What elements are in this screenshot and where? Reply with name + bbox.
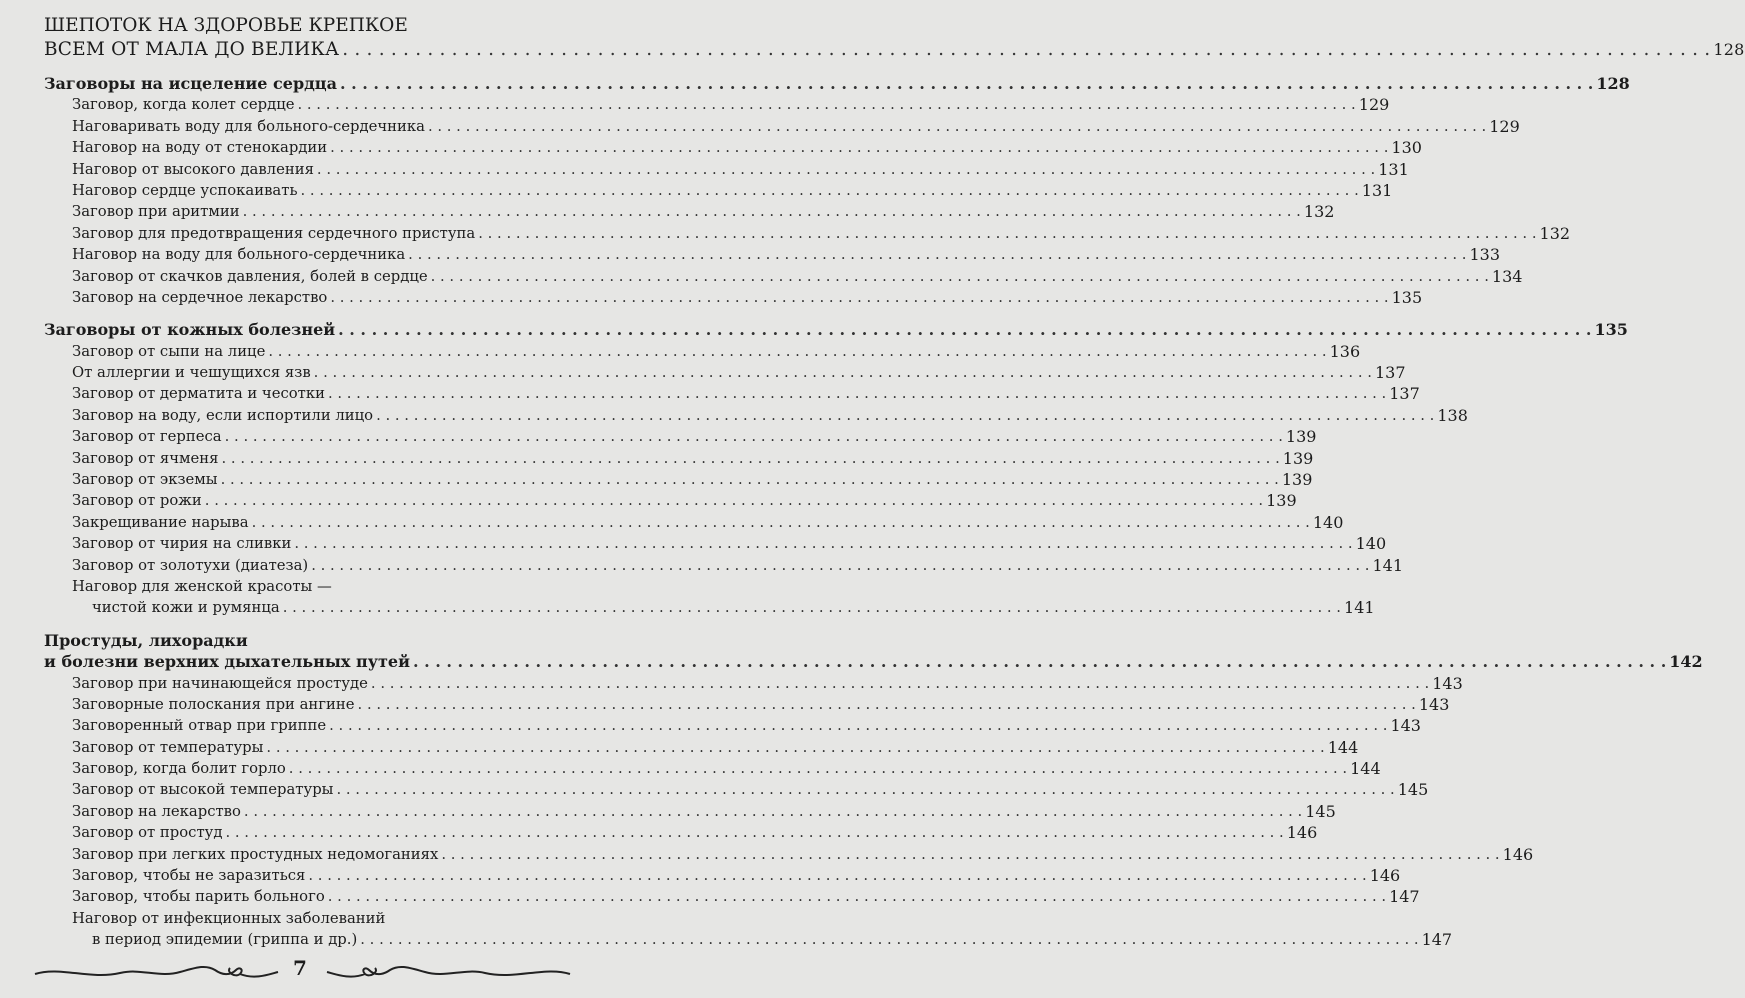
toc-entry-title: Заговоренный отвар при гриппе [72,717,327,735]
toc-entry-title: Заговор от скачков давления, болей в сердце [72,267,428,285]
toc-entry-title: Заговор от высокой температуры [72,781,334,799]
page-number: 144 [1350,759,1381,779]
toc-entry [44,673,1463,694]
part-title-entry [44,38,1745,62]
page-number: 131 [1361,180,1393,200]
toc-entry [44,287,1423,308]
toc-entry-title: Заговор на воду, если испортили лицо [72,406,374,424]
page-number: 129 [1358,95,1390,115]
section-title: Заговоры от кожных болезней [44,320,336,340]
leader-dots [336,779,1394,800]
leader-dots [328,886,1386,907]
toc-entry [44,780,1429,801]
toc-entry [44,137,1422,158]
leader-dots [340,73,1593,94]
toc-entry-title: Заговор, чтобы парить больного [72,888,325,906]
section-heading [44,651,1703,672]
toc-entry-title: Заговор, когда болит горло [72,760,286,778]
leader-dots [301,180,1359,201]
toc-entry [44,469,1313,490]
page-number-footer: 7 [293,956,307,980]
leader-dots [431,266,1489,287]
page-number: 135 [1391,287,1423,307]
page-number: 131 [1378,159,1409,179]
toc-entry [44,116,1520,137]
toc-entry [44,715,1421,736]
leader-dots [205,490,1263,511]
leader-dots [342,38,1710,62]
leader-dots [376,405,1434,426]
toc-entry-title: Заговор от ячменя [72,449,219,467]
leader-dots [408,244,1466,265]
toc-entry [44,929,1453,950]
toc-entry [44,201,1335,222]
leader-dots [317,159,1375,180]
toc-entry [44,341,1361,362]
toc-entry [44,886,1420,907]
leader-dots [283,597,1341,618]
toc-entry [44,844,1534,865]
page-number: 143 [1390,716,1421,736]
leader-dots [413,651,1666,672]
leader-dots [314,362,1372,383]
toc-entry-title: Заговор от чирия на сливки [72,535,292,553]
toc-entry-title: От аллергии и чешущихся язв [72,364,311,382]
leader-dots [328,383,1386,404]
toc-entry [44,180,1393,201]
page-number: 140 [1355,534,1387,554]
leader-dots [428,116,1486,137]
toc-entry-title: Заговор от герпеса [72,428,222,446]
page-number: 147 [1389,887,1420,907]
page-number: 142 [1669,652,1703,672]
leader-dots [225,822,1283,843]
toc-entry [44,405,1468,426]
toc-entry-title: Заговор при легких простудных недомоганиях [72,845,439,863]
leader-dots [441,844,1499,865]
leader-dots [252,512,1310,533]
toc-entry [44,426,1317,447]
leader-dots [330,137,1388,158]
toc-entry-title: Наговор на воду от стенокардии [72,139,328,157]
toc-entry-title: Закрещивание нарыва [72,513,249,531]
toc-entry-line2: в период эпидемии (гриппа и др.) [92,931,358,949]
toc-entry-title: Заговор от простуд [72,824,223,842]
section-title: Заговоры на исцеление сердца [44,73,337,93]
part-title-line1: ШЕПОТОК НА ЗДОРОВЬЕ КРЕПКОЕ [44,15,408,36]
page-number: 139 [1282,448,1314,468]
toc-entry-title: Заговор на сердечное лекарство [72,288,328,306]
toc-entry-title: Заговор от золотухи (диатеза) [72,556,309,574]
right-flourish-ornament [325,960,575,984]
leader-dots [360,929,1418,950]
toc-entry-title: Заговор, когда колет сердце [72,96,295,114]
leader-dots [244,801,1302,822]
toc-entry-title: Заговор от сыпи на лице [72,342,266,360]
page-number: 141 [1372,555,1404,575]
leader-dots [329,715,1387,736]
page-number: 144 [1327,737,1359,757]
leader-dots [338,319,1591,340]
toc-entry [44,865,1401,886]
toc-entry-title: Заговор на лекарство [72,802,241,820]
section-heading [44,319,1628,340]
toc-entry-line1: Наговор от инфекционных заболеваний [72,909,386,927]
toc-entry-title: Наговор от высокого давления [72,160,314,178]
toc-entry-title: Заговор от экземы [72,471,218,489]
leader-dots [221,469,1279,490]
toc-entry [44,512,1344,533]
toc-entry [44,244,1501,265]
toc-entry-title: Наговаривать воду для больного-сердечника [72,117,425,135]
leader-dots [478,223,1536,244]
leader-dots [289,758,1347,779]
toc-entry-title: Заговор от рожи [72,492,202,510]
section-heading [44,73,1630,94]
toc-entry [44,533,1387,554]
toc-entry-title: Заговор от дерматита и чесотки [72,385,325,403]
page-number: 145 [1305,801,1336,821]
toc-entry [44,555,1404,576]
page-number: 140 [1312,512,1344,532]
page-number: 135 [1594,320,1628,340]
page-number: 137 [1389,384,1420,404]
leader-dots [371,673,1429,694]
page-number: 133 [1469,245,1501,265]
page-number: 139 [1266,491,1297,511]
toc-entry-line2: чистой кожи и румянца [92,599,280,617]
section-title-line2: и болезни верхних дыхательных путей [44,652,410,672]
leader-dots [358,694,1416,715]
toc-entry [44,223,1571,244]
toc-entry [44,266,1523,287]
leader-dots [311,555,1369,576]
section-title-line1: Простуды, лихорадки [44,630,248,650]
page-number: 141 [1344,598,1375,618]
toc-entry-title: Заговор при начинающейся простуде [72,674,368,692]
page-number: 129 [1489,116,1520,136]
page-number: 132 [1303,202,1335,222]
page-number: 136 [1329,341,1361,361]
page-number: 130 [1391,138,1422,158]
leader-dots [297,94,1355,115]
toc-entry [44,94,1390,115]
leader-dots [266,737,1324,758]
toc-entry [44,448,1314,469]
leader-dots [308,865,1366,886]
page-number: 132 [1539,223,1571,243]
leader-dots [294,533,1352,554]
part-title-line2: ВСЕМ ОТ МАЛА ДО ВЕЛИКА [44,39,340,60]
leader-dots [222,448,1280,469]
page-number: 134 [1491,266,1523,286]
page-number: 145 [1397,780,1429,800]
page-number: 139 [1285,427,1317,447]
toc-entry [44,737,1359,758]
toc-entry [44,694,1450,715]
toc-entry-title: Заговорные полоскания при ангине [72,695,355,713]
page-number: 128 [1596,73,1630,93]
page-number: 147 [1421,930,1453,950]
leader-dots [225,426,1283,447]
leader-dots [330,287,1388,308]
page-number: 143 [1432,673,1463,693]
page-number: 128 [1713,40,1745,59]
table-of-contents [44,14,1745,951]
page-footer [0,950,600,990]
toc-entry [44,159,1409,180]
toc-entry [44,597,1375,618]
toc-entry [44,362,1406,383]
leader-dots [243,201,1301,222]
toc-entry [44,490,1297,511]
toc-entry-title: Заговор при аритмии [72,203,240,221]
toc-entry-line1: Наговор для женской красоты — [72,577,332,595]
toc-entry [44,822,1318,843]
page-number: 138 [1437,405,1468,425]
toc-entry [44,758,1381,779]
page-number: 139 [1281,470,1313,490]
page-number: 146 [1369,866,1401,886]
toc-entry-title: Заговор от температуры [72,738,264,756]
toc-entry [44,801,1336,822]
page-number: 146 [1286,823,1318,843]
toc-entry [44,383,1420,404]
page-number: 137 [1374,363,1406,383]
page-number: 143 [1418,694,1450,714]
toc-entry-title: Заговор, чтобы не заразиться [72,867,306,885]
toc-entry-title: Наговор сердце успокаивать [72,181,298,199]
toc-entry-title: Заговор для предотвращения сердечного приступа [72,224,476,242]
leader-dots [268,341,1326,362]
toc-entry-title: Наговор на воду для больного-сердечника [72,246,406,264]
page-number: 146 [1502,844,1534,864]
